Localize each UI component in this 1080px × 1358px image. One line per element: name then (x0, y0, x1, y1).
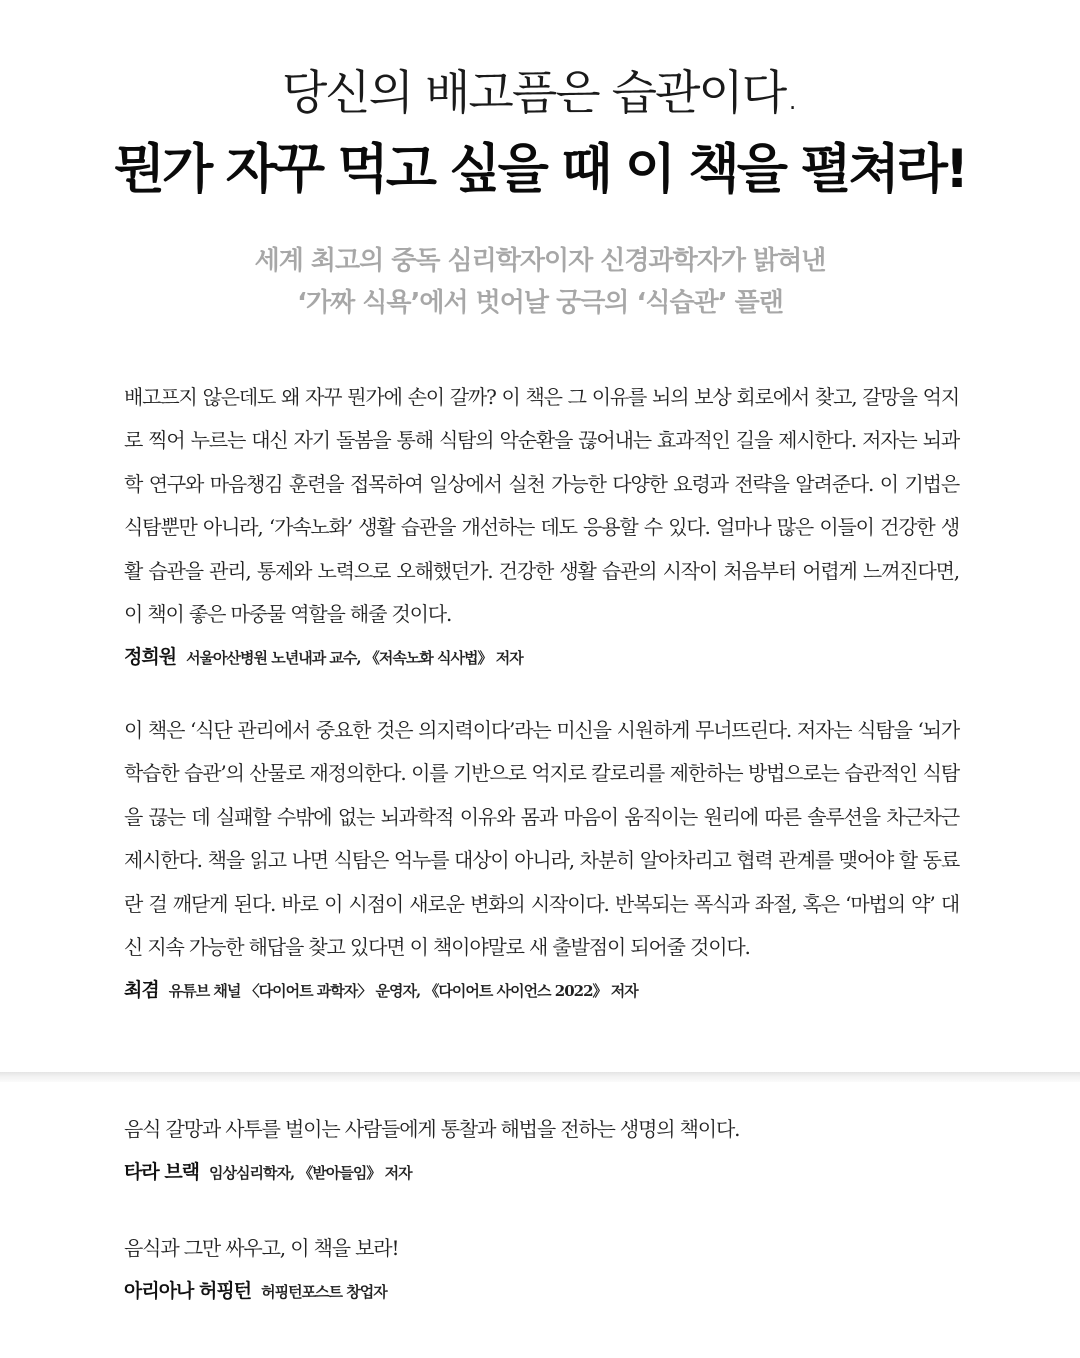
endorsement-1 (124, 376, 959, 680)
endorser-description: 임상심리학자, 《받아들임》 저자 (209, 1164, 412, 1183)
headline-line-1: 당신의 배고픔은 습관이다. (281, 66, 799, 121)
endorsement-attribution (124, 1151, 959, 1195)
endorsement-attribution (124, 1270, 959, 1314)
endorsement-4 (124, 1227, 959, 1314)
headline-line-2: 뭔가 자꾸 먹고 싶을 때 이 책을 펼쳐라! (113, 139, 967, 200)
endorsement-text: 배고프지 않은데도 왜 자꾸 뭔가에 손이 갈까? 이 책은 그 이유를 뇌의 보상 회로에서 찾고, 갈망을 억지로 찍어 누르는 대신 자기 돌봄을 통해 식탐의 악순환을 끊어내는 효과적인 길을 제시한다. 저자는 뇌과학 연구와 마음챙김 훈련을 접목하여 일상에서 실천 가능한 다양한 요령과 전략을 알려준다. 이 기법은 식탐뿐만 아니라, ‘가속노화’ 생활 습관을 개선하는 데도 응용할 수 있다. 얼마나 많은 이들이 건강한 생활 습관을 관리, 통제와 노력으로 오해했던가. 건강한 생활 습관의 시작이 처음부터 어렵게 느껴진다면, 이 책이 좋은 마중물 역할을 해줄 것이다. (124, 385, 959, 627)
endorser-name: 타라 브랙 (124, 1161, 200, 1184)
endorsement-text: 음식과 그만 싸우고, 이 책을 보라! (124, 1236, 399, 1260)
section-divider (0, 1072, 1080, 1082)
endorser-name: 정희원 (124, 646, 177, 669)
endorsement-text: 음식 갈망과 사투를 벌이는 사람들에게 통찰과 해법을 전하는 생명의 책이다. (124, 1117, 740, 1141)
subheadline-line-1: 세계 최고의 중독 심리학자이자 신경과학자가 밝혀낸 (254, 246, 826, 276)
endorsement-3 (124, 1108, 959, 1195)
subheadline (0, 240, 1080, 324)
endorsement-attribution (124, 636, 959, 680)
endorsement-text: 이 책은 ‘식단 관리에서 중요한 것은 의지력이다’라는 미신을 시원하게 무너뜨린다. 저자는 식탐을 ‘뇌가 학습한 습관’의 산물로 재정의한다. 이를 기반으로 억지로 칼로리를 제한하는 방법으로는 습관적인 식탐을 끊는 데 실패할 수밖에 없는 뇌과학적 이유와 몸과 마음이 움직이는 원리에 따른 솔루션을 차근차근 제시한다. 책을 읽고 나면 식탐은 억누를 대상이 아니라, 차분히 알아차리고 협력 관계를 맺어야 할 동료란 걸 깨닫게 된다. 바로 이 시점이 새로운 변화의 시작이다. 반복되는 폭식과 좌절, 혹은 ‘마법의 약’ 대신 지속 가능한 해답을 찾고 있다면 이 책이야말로 새 출발점이 되어줄 것이다. (124, 718, 959, 960)
subheadline-line-2: ‘가짜 식욕’에서 벗어날 궁극의 ‘식습관’ 플랜 (297, 288, 783, 318)
endorser-description: 허핑턴포스트 창업자 (261, 1283, 387, 1302)
endorser-name: 최겸 (124, 979, 159, 1002)
endorsement-2 (124, 709, 959, 1013)
endorser-description: 유튜브 채널 〈다이어트 과학자〉 운영자, 《다이어트 사이언스 2022》 저자 (168, 982, 638, 1001)
endorser-description: 서울아산병원 노년내과 교수, 《저속노화 식사법》 저자 (186, 649, 523, 668)
endorser-name: 아리아나 허핑턴 (124, 1280, 252, 1303)
endorsement-attribution (124, 969, 959, 1013)
